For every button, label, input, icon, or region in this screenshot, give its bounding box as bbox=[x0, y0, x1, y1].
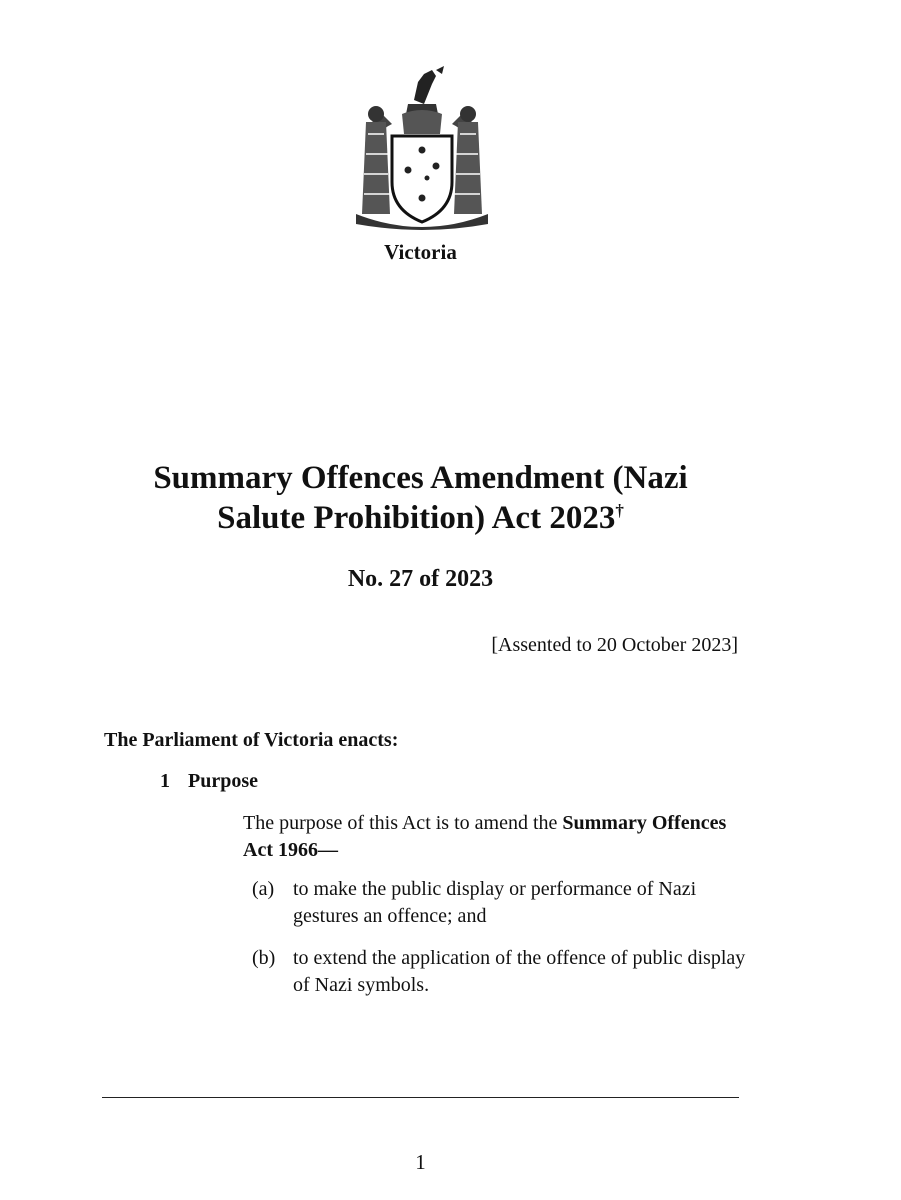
paragraph-label: (b) bbox=[252, 947, 276, 969]
section-title: Purpose bbox=[188, 770, 258, 792]
paragraph-label: (a) bbox=[252, 878, 275, 900]
act-title bbox=[70, 458, 771, 538]
footnote-dagger: † bbox=[615, 501, 624, 520]
section-number: 1 bbox=[160, 770, 170, 792]
paragraph-b bbox=[252, 945, 752, 999]
amended-act-reference: Summary Offences Act 1966— bbox=[243, 812, 727, 861]
victoria-coat-of-arms-icon bbox=[352, 64, 492, 236]
act-number: No. 27 of 2023 bbox=[347, 566, 494, 592]
page-number: 1 bbox=[415, 1150, 426, 1174]
paragraph-a bbox=[252, 876, 752, 930]
footer-divider bbox=[102, 1097, 739, 1098]
purpose-statement bbox=[243, 810, 753, 864]
paragraph-text: to make the public display or performance of Nazi gestures an offence; and bbox=[293, 878, 697, 927]
act-title-line-1: Summary Offences Amendment (Nazi bbox=[153, 460, 688, 496]
act-title-line-2-text: Salute Prohibition) Act 2023 bbox=[217, 500, 616, 536]
act-title-line-2 bbox=[70, 498, 771, 538]
purpose-intro: The purpose of this Act is to amend the bbox=[243, 812, 563, 834]
paragraph-text: to extend the application of the offence of public display of Nazi symbols. bbox=[293, 947, 746, 996]
section-heading bbox=[160, 770, 258, 793]
assent-date: [Assented to 20 October 2023] bbox=[491, 634, 738, 656]
jurisdiction-label: Victoria bbox=[384, 240, 457, 264]
enacting-words: The Parliament of Victoria enacts: bbox=[104, 729, 399, 751]
